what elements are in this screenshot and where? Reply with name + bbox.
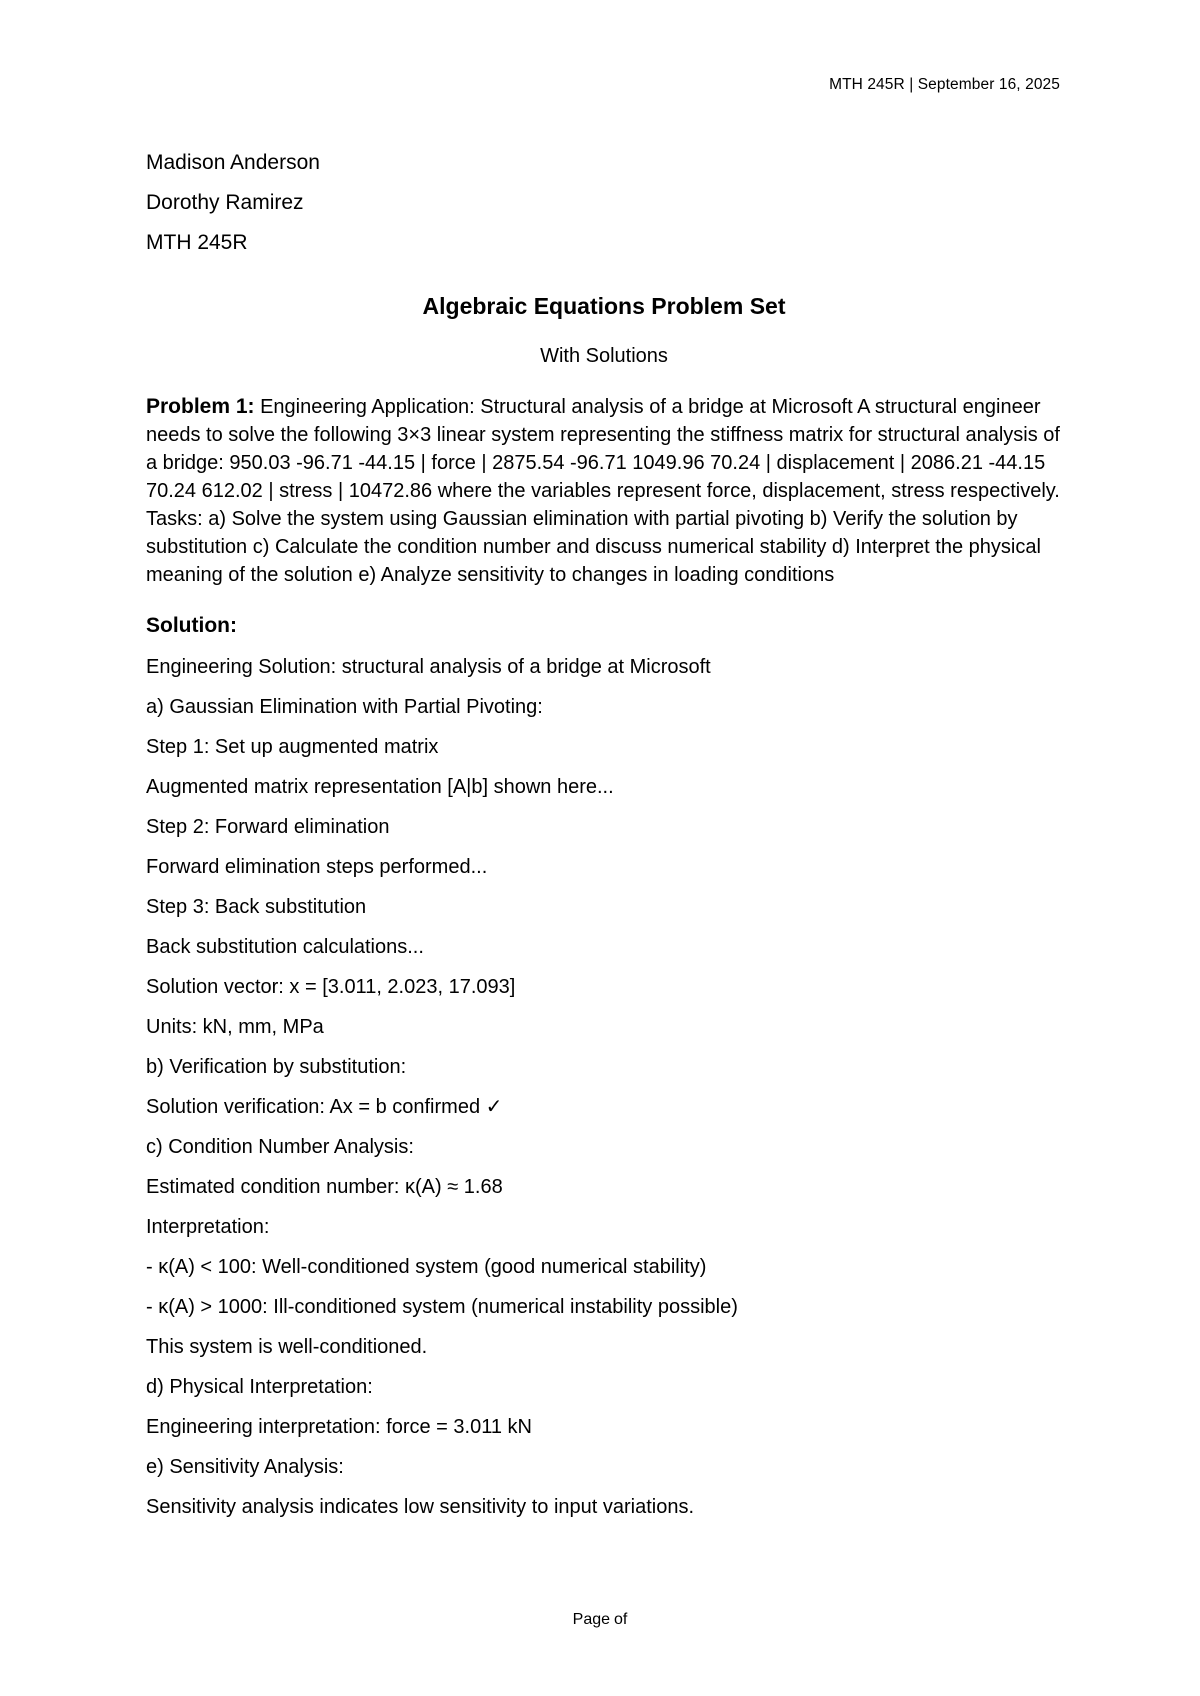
solution-line: This system is well-conditioned. <box>146 1336 428 1358</box>
solution-line: Step 3: Back substitution <box>146 896 367 918</box>
solution-line: e) Sensitivity Analysis: <box>146 1456 344 1478</box>
problem-text: Engineering Application: Structural analysis of a bridge at Microsoft A structural engineer needs to solve the following 3×3 linear system representing the stiffness matrix for structural analysis of a bridge: 950.03 -96.71 -44.15 | force | 2875.54 -96.71 1049.96 70.24 | displacement | 2086.21 -44.15 70.24 612.02 | stress | 10472.86 where the variables represent force, displacement, stress respectively. Tasks: a) Solve the system using Gaussian elimination with partial pivoting b) Verify the solution by substitution c) Calculate the condition number and discuss numerical stability d) Interpret the physical meaning of the solution e) Analyze sensitivity to changes in loading conditions <box>146 396 1060 586</box>
solution-heading: Solution: <box>146 614 237 637</box>
solution-line: Augmented matrix representation [A|b] shown here... <box>146 776 614 798</box>
document-body <box>146 143 1062 1527</box>
of-word: of <box>614 1611 628 1628</box>
document-title: Algebraic Equations Problem Set <box>422 293 786 319</box>
document-subtitle: With Solutions <box>540 345 668 367</box>
problem-statement <box>146 393 1062 589</box>
course-code: MTH 245R <box>146 231 248 254</box>
page-word: Page <box>572 1611 611 1628</box>
solution-line: Sensitivity analysis indicates low sensitivity to input variations. <box>146 1496 695 1518</box>
solution-line: a) Gaussian Elimination with Partial Pivoting: <box>146 696 543 718</box>
solution-line: Forward elimination steps performed... <box>146 856 488 878</box>
solution-line: Interpretation: <box>146 1216 270 1238</box>
page-header: MTH 245R | September 16, 2025 <box>829 76 1060 93</box>
solution-line: Units: kN, mm, MPa <box>146 1016 324 1038</box>
student-name: Madison Anderson <box>146 151 320 174</box>
solution-line: b) Verification by substitution: <box>146 1056 407 1078</box>
solution-line: Step 2: Forward elimination <box>146 816 390 838</box>
solution-line: - κ(A) < 100: Well-conditioned system (good numerical stability) <box>146 1256 707 1278</box>
solution-line: Solution vector: x = [3.011, 2.023, 17.093] <box>146 976 516 998</box>
solution-line: - κ(A) > 1000: Ill-conditioned system (numerical instability possible) <box>146 1296 738 1318</box>
solution-line: c) Condition Number Analysis: <box>146 1136 414 1158</box>
instructor-name: Dorothy Ramirez <box>146 191 304 214</box>
solution-line: d) Physical Interpretation: <box>146 1376 373 1398</box>
solution-line: Estimated condition number: κ(A) ≈ 1.68 <box>146 1176 503 1198</box>
solution-line: Step 1: Set up augmented matrix <box>146 736 439 758</box>
solution-line: Engineering Solution: structural analysis of a bridge at Microsoft <box>146 656 711 678</box>
problem-label: Problem 1: <box>146 395 255 418</box>
solution-line: Back substitution calculations... <box>146 936 424 958</box>
solution-body <box>146 647 1062 1527</box>
solution-line: Solution verification: Ax = b confirmed ✓ <box>146 1096 503 1118</box>
page-footer <box>0 1611 1200 1629</box>
solution-line: Engineering interpretation: force = 3.011 kN <box>146 1416 532 1438</box>
